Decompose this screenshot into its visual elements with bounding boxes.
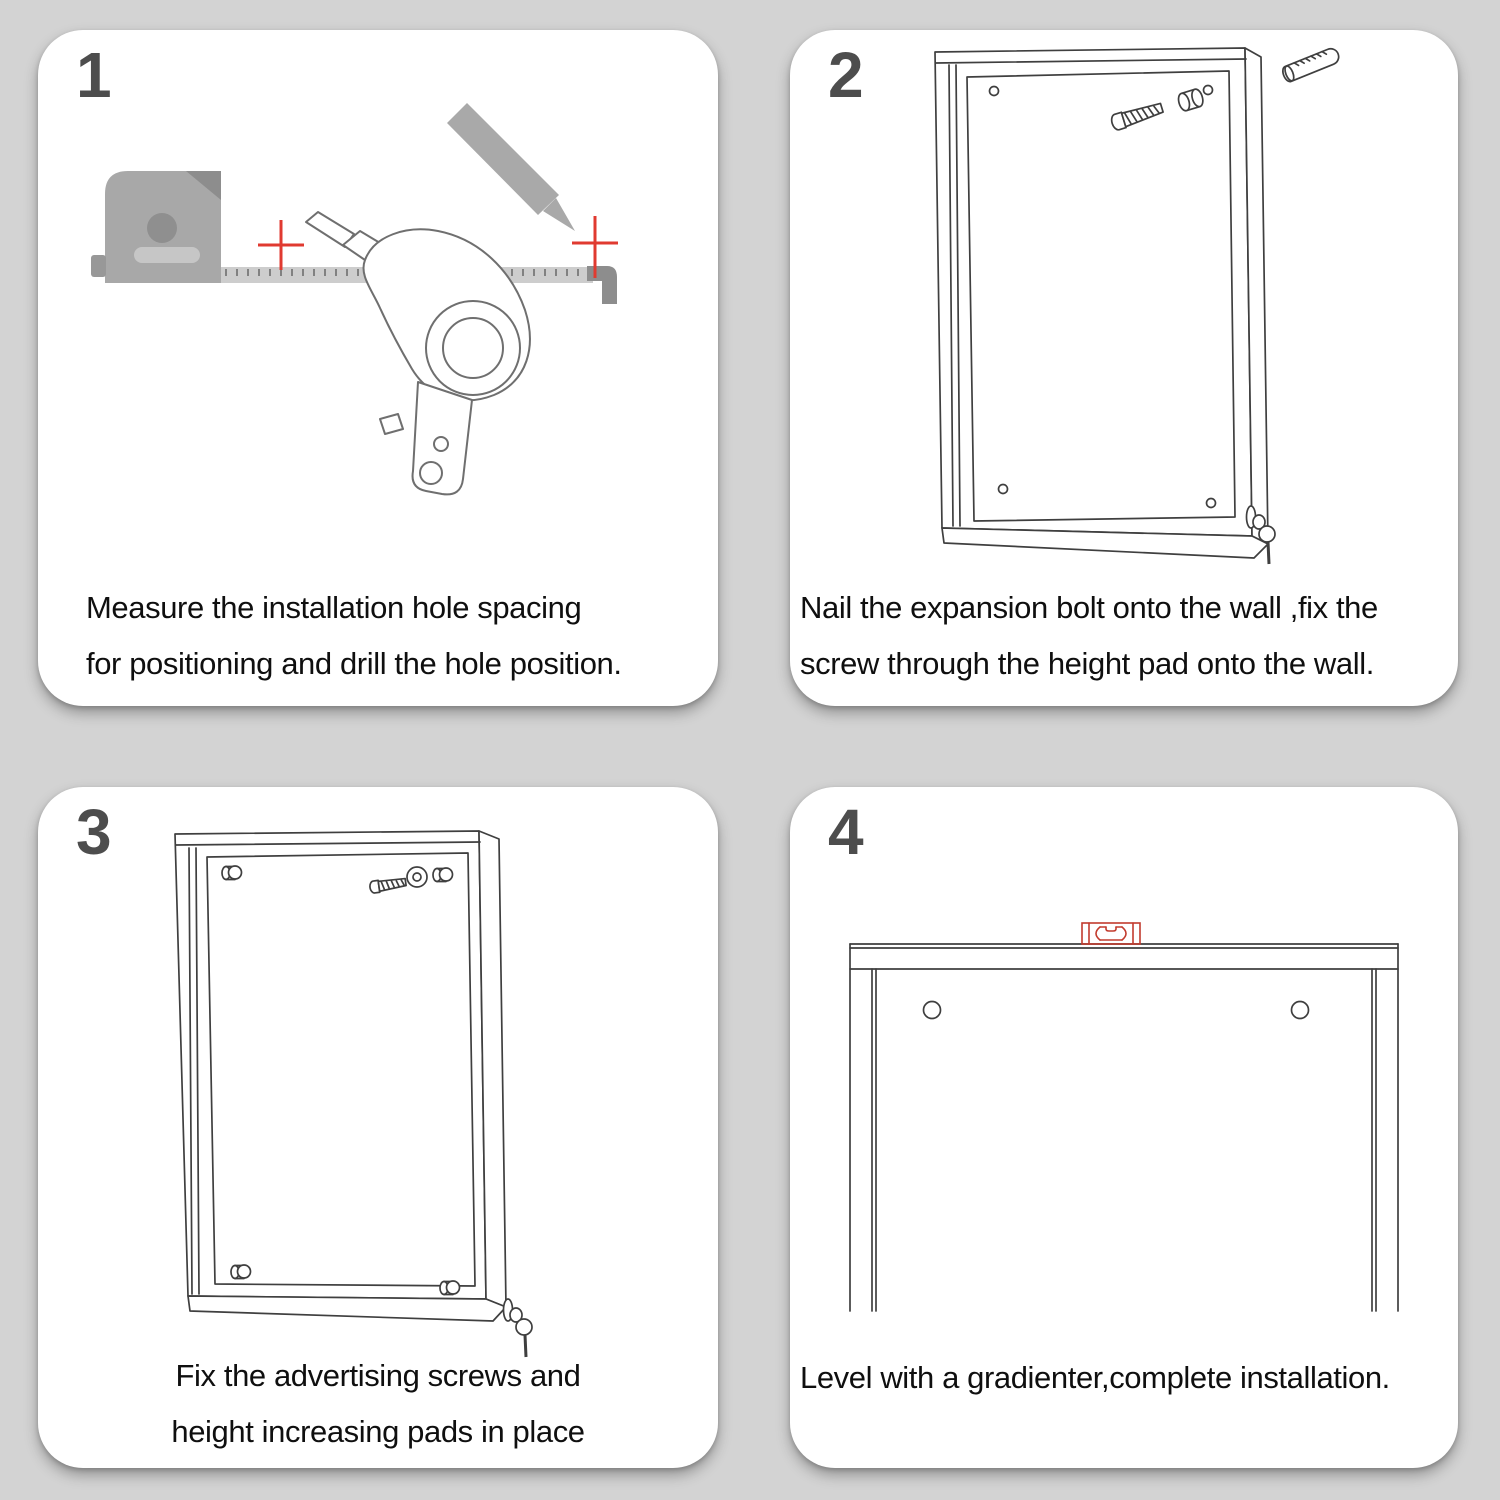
caption-line: height increasing pads in place	[171, 1414, 585, 1449]
step-caption	[800, 580, 1378, 692]
step-caption	[86, 580, 622, 692]
expansion-anchor-icon	[1281, 46, 1341, 83]
step-2-card	[790, 30, 1458, 706]
caption-line: Measure the installation hole spacing	[86, 590, 582, 625]
cross-mark-icon	[258, 220, 304, 270]
caption-line: Nail the expansion bolt onto the wall ,fix the	[800, 590, 1378, 625]
step-number: 4	[828, 796, 864, 868]
caption-line: for positioning and drill the hole position.	[86, 646, 622, 681]
step-number: 2	[828, 39, 864, 111]
cabinet-back-icon	[175, 831, 506, 1321]
height-pad-icon	[222, 866, 242, 880]
spirit-level-icon	[1082, 923, 1140, 944]
step-number: 3	[76, 796, 112, 868]
caption-line: Level with a gradienter,complete installation.	[800, 1360, 1390, 1395]
step-caption	[38, 1348, 718, 1460]
drill-icon	[306, 212, 530, 494]
step-1-card	[38, 30, 718, 706]
height-pad-icon	[440, 1281, 460, 1295]
caption-line: Fix the advertising screws and	[175, 1358, 581, 1393]
tape-hook-icon	[587, 266, 617, 304]
cabinet-back-icon	[935, 48, 1268, 558]
caption-line: screw through the height pad onto the wall.	[800, 646, 1374, 681]
height-pad-icon	[231, 1265, 251, 1279]
step-3-card	[38, 787, 718, 1468]
step-number: 1	[76, 39, 112, 111]
marker-pen-icon	[447, 103, 575, 231]
step-caption	[800, 1350, 1390, 1406]
height-pad-icon	[433, 868, 453, 882]
step-4-card	[790, 787, 1458, 1468]
washer-icon	[407, 867, 427, 887]
cabinet-front-icon	[850, 944, 1398, 1311]
